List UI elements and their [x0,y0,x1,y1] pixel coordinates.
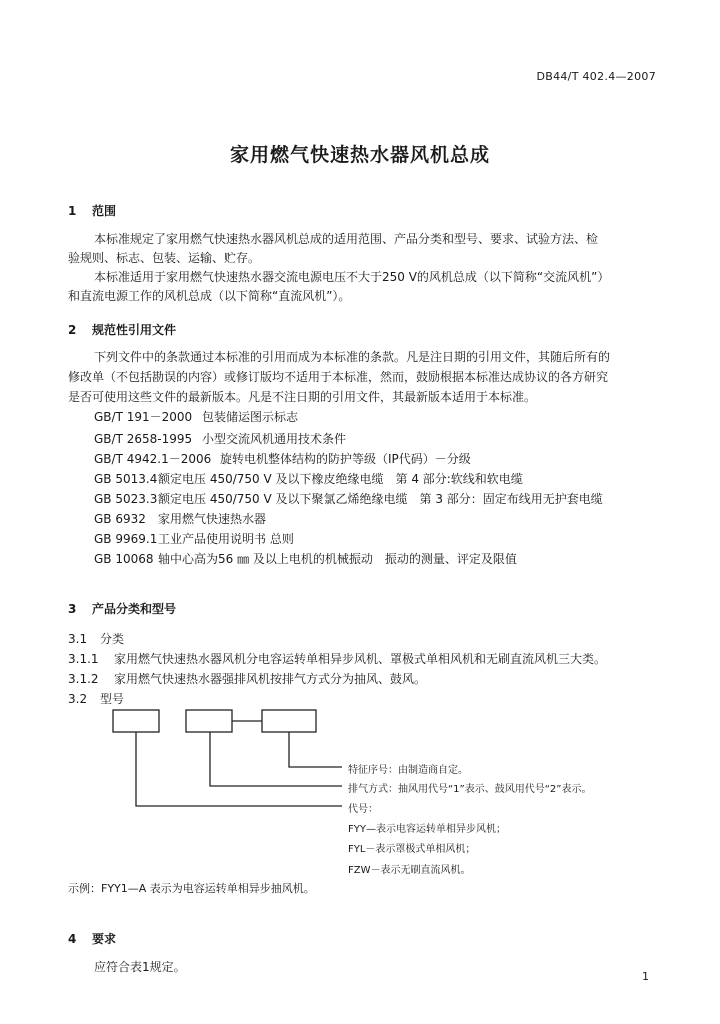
paragraph-line: 修改单（不包括勘误的内容）或修订版均不适用于本标准，然而，鼓励根据本标准达成协议的各方研究 [68,370,609,384]
reference-title: 小型交流风机通用技术条件 [202,432,347,446]
standard-number: DB44/T 402.4—2007 [536,70,656,83]
paragraph-line: 和直流电源工作的风机总成（以下简称“直流风机”）。 [68,289,351,303]
leader-line-exhaust [210,732,342,786]
paragraph-line: 是否可使用这些文件的最新版本。凡是不注日期的引用文件，其最新版本适用于本标准。 [68,390,537,404]
section-number: 3.2 [68,692,88,706]
reference-code: GB 6932 [94,512,146,526]
section-4-heading [68,930,116,947]
section-number: 4 [68,932,77,946]
paragraph-line: 下列文件中的条款通过本标准的引用而成为本标准的条款。凡是注日期的引用文件，其随后所有的 [94,350,611,364]
reference-title: 旋转电机整体结构的防护等级（IP代码）－分级 [220,452,471,466]
paragraph-line: 本标准适用于家用燃气快速热水器交流电源电压不大于250 V的风机总成（以下简称“交流风机”） [94,270,610,284]
reference-title: 工业产品使用说明书 总则 [158,532,294,546]
leader-line-feature [289,732,342,767]
legend-line: FYL－表示罩极式单相风机； [348,844,476,855]
legend-line: 排气方式：抽风用代号“1”表示、鼓风用代号“2”表示。 [348,784,592,795]
clause-number: 3.1.2 [68,672,99,686]
paragraph-line: 应符合表1规定。 [94,960,186,974]
reference-title: 轴中心高为56 ㎜ 及以上电机的机械振动 振动的测量、评定及限值 [158,552,517,566]
reference-title: 额定电压 450/750 V 及以下聚氯乙烯绝缘电缆 第 3 部分：固定布线用无护套电缆 [158,492,603,506]
section-number: 3.1 [68,632,88,646]
clause-text: 家用燃气快速热水器风机分电容运转单相异步风机、罩极式单相风机和无刷直流风机三大类。 [114,652,607,666]
code-box-type [113,710,159,732]
legend-line: 特征序号：由制造商自定。 [348,765,468,776]
section-number: 3 [68,602,77,616]
reference-code: GB 5023.3 [94,492,158,506]
clause-text: 家用燃气快速热水器强排风机按排气方式分为抽风、鼓风。 [114,672,427,686]
reference-title: 额定电压 450/750 V 及以下橡皮绝缘电缆 第 4 部分:软线和软电缆 [158,472,523,486]
paragraph-line: 本标准规定了家用燃气快速热水器风机总成的适用范围、产品分类和型号、要求、试验方法、检 [94,232,599,246]
section-title: 范围 [92,204,117,218]
legend-line: 代号： [348,804,378,815]
reference-code: GB 9969.1 [94,532,158,546]
section-title: 产品分类和型号 [92,602,177,616]
section-number: 2 [68,323,77,337]
paragraph-line: 验规则、标志、包装、运输、贮存。 [68,251,261,265]
document-title: 家用燃气快速热水器风机总成 [229,144,490,166]
code-box-exhaust [186,710,232,732]
example-note: 示例：FYY1—A 表示为电容运转单相异步抽风机。 [68,882,315,895]
section-title: 分类 [100,632,125,646]
section-title: 型号 [100,692,125,706]
reference-code: GB 10068 [94,552,154,566]
reference-code: GB 5013.4 [94,472,158,486]
reference-code: GB/T 191－2000 [94,410,193,424]
legend-line: FYY—表示电容运转单相异步风机； [348,824,506,835]
section-title: 规范性引用文件 [92,323,177,337]
reference-title: 包装储运图示标志 [202,410,299,424]
reference-code: GB/T 2658-1995 [94,432,193,446]
section-title: 要求 [92,932,117,946]
reference-title: 家用燃气快速热水器 [158,512,267,526]
clause-number: 3.1.1 [68,652,99,666]
section-number: 1 [68,204,77,218]
code-box-feature [262,710,316,732]
page-number: 1 [642,970,649,983]
leader-line-type [136,732,342,806]
legend-line: FZW－表示无刷直流风机。 [348,865,471,876]
reference-code: GB/T 4942.1－2006 [94,452,212,466]
